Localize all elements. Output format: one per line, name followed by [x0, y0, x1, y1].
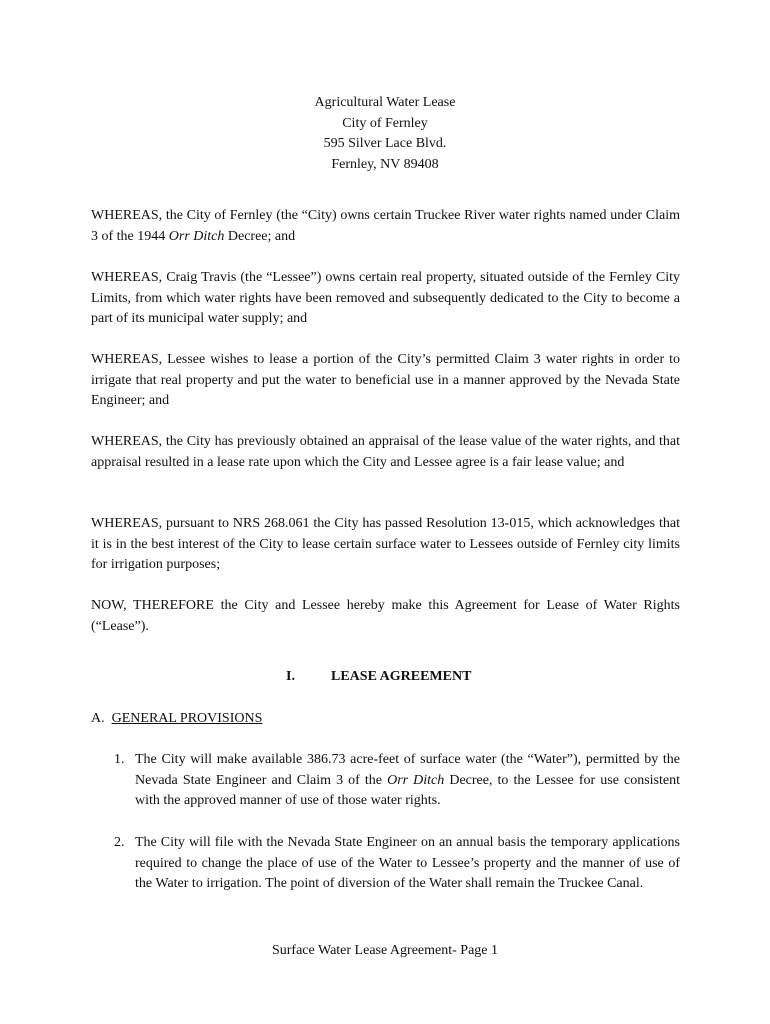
- document-title: Agricultural Water Lease: [314, 95, 456, 110]
- list-item: [114, 750, 680, 812]
- list-item-text: [135, 750, 680, 812]
- subsection-title: GENERAL PROVISIONS: [111, 711, 263, 726]
- list-item-text-part: The City will make available 386.73 acre-feet of surface water (the “Water”), permitted by the Nevada State Engineer and Claim 3 of the: [135, 752, 680, 788]
- header-address: 595 Silver Lace Blvd.: [323, 136, 447, 151]
- list-item-text: The City will file with the Nevada State Engineer on an annual basis the temporary applications required to change the place of use of the Water to Lessee’s property and the manner of use of the Water to irrigation. The point of diversion of the Water shall remain the Truckee Canal.: [135, 835, 680, 891]
- recital-paragraph-3: WHEREAS, Lessee wishes to lease a portion of the City’s permitted Claim 3 water rights in order to irrigate that real property and put the water to beneficial use in a manner approved by the Nevada State Engineer; and: [91, 352, 680, 408]
- list-item-text-end: Decree, to the Lessee for use consistent with the approved manner of use of those water rights.: [135, 772, 680, 808]
- list-item-number: 2.: [114, 835, 125, 850]
- subsection-heading: [91, 709, 491, 729]
- list-item-italic: Orr Ditch: [387, 772, 445, 788]
- list-item-number: 1.: [114, 752, 125, 767]
- section-number: I.: [286, 669, 295, 684]
- header-city-state: Fernley, NV 89408: [331, 156, 439, 172]
- recital-paragraph-4: WHEREAS, the City has previously obtained an appraisal of the lease value of the water rights, and that appraisal resulted in a lease rate upon which the City and Lessee agree is a fair lease value; and: [91, 434, 680, 470]
- recital-paragraph-5: WHEREAS, pursuant to NRS 268.061 the City has passed Resolution 13-015, which acknowledges that it is in the best interest of the City to lease certain surface water to Lessees outside of Fernley city limits for irrigation purposes;: [91, 516, 680, 572]
- recital-paragraph-1: [91, 206, 680, 247]
- list-item: [114, 833, 680, 895]
- subsection-letter: A.: [91, 711, 105, 726]
- recital-paragraph-2: WHEREAS, Craig Travis (the “Lessee”) owns certain real property, situated outside of the Fernley City Limits, from which water rights have been removed and subsequently dedicated to the City to become a part of its municipal water supply; and: [91, 270, 680, 326]
- recital-1-text: WHEREAS, the City of Fernley (the “City) owns certain Truckee River water rights named under Claim 3 of the 1944: [91, 208, 680, 244]
- section-title: LEASE AGREEMENT: [331, 669, 472, 684]
- recital-paragraph-6: NOW, THEREFORE the City and Lessee hereby make this Agreement for Lease of Water Rights (“Lease”).: [91, 598, 680, 634]
- recital-1-italic: Orr Ditch: [168, 228, 225, 244]
- page-footer: Surface Water Lease Agreement- Page 1: [271, 943, 498, 958]
- recital-1-text-end: Decree; and: [224, 228, 296, 244]
- header-organization: City of Fernley: [342, 115, 428, 131]
- document-header: [0, 93, 770, 175]
